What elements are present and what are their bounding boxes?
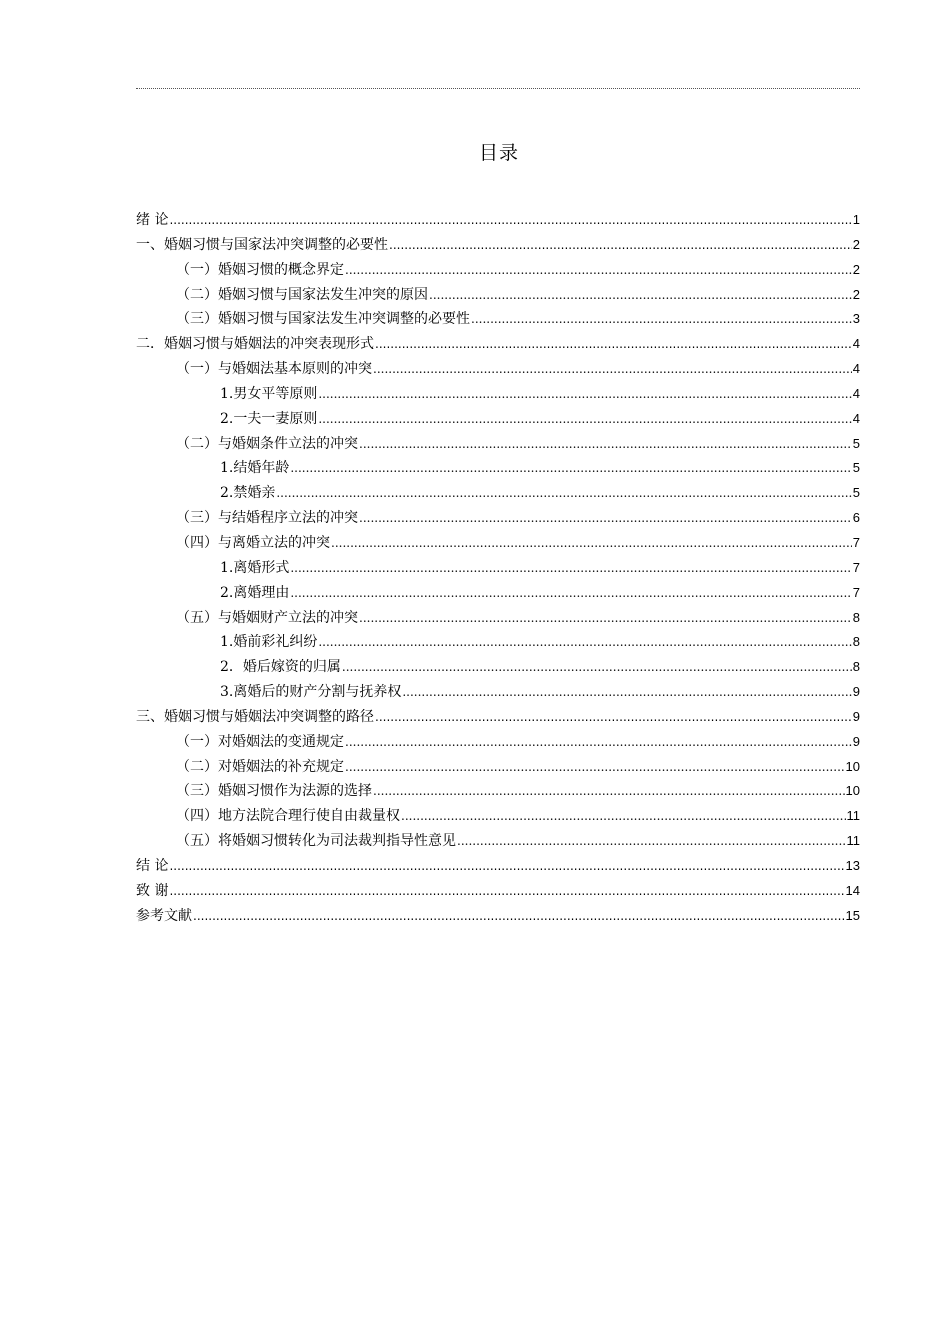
toc-dot-leader bbox=[389, 233, 852, 258]
toc-entry[interactable] bbox=[136, 581, 860, 606]
toc-entry-label: （一）对婚姻法的变通规定 bbox=[176, 733, 344, 750]
toc-entry[interactable] bbox=[136, 556, 860, 581]
toc-entry-page-number: 2 bbox=[852, 261, 860, 277]
toc-dot-leader bbox=[373, 357, 852, 382]
toc-dot-leader bbox=[193, 904, 845, 929]
toc-entry[interactable] bbox=[136, 804, 860, 829]
toc-entry-label: 2．婚后嫁资的归属 bbox=[220, 659, 341, 676]
toc-entry-label: 1.婚前彩礼纠纷 bbox=[220, 634, 318, 651]
toc-dot-leader bbox=[359, 606, 852, 631]
toc-entry[interactable] bbox=[136, 531, 860, 556]
toc-dot-leader bbox=[290, 456, 851, 481]
toc-entry-page-number: 10 bbox=[845, 758, 860, 774]
toc-entry-label: 2.一夫一妻原则 bbox=[220, 410, 318, 427]
toc-entry[interactable] bbox=[136, 332, 860, 357]
toc-entry-label: （五）将婚姻习惯转化为司法裁判指导性意见 bbox=[176, 833, 456, 850]
toc-entry[interactable] bbox=[136, 432, 860, 457]
toc-entry-page-number: 9 bbox=[852, 708, 860, 724]
toc-entry-label: 3.离婚后的财产分割与抚养权 bbox=[220, 684, 402, 701]
toc-entry[interactable] bbox=[136, 382, 860, 407]
toc-entry-page-number: 15 bbox=[845, 907, 860, 923]
toc-entry-label: 2.离婚理由 bbox=[220, 584, 290, 601]
toc-dot-leader bbox=[276, 481, 851, 506]
toc-dot-leader bbox=[375, 332, 852, 357]
toc-entry[interactable] bbox=[136, 904, 860, 929]
toc-entry-label: （三）婚姻习惯与国家法发生冲突调整的必要性 bbox=[176, 311, 470, 328]
toc-entry-label: 1.结婚年龄 bbox=[220, 460, 290, 477]
toc-entry-label: （四）地方法院合理行使自由裁量权 bbox=[176, 808, 400, 825]
toc-dot-leader bbox=[401, 804, 846, 829]
toc-entry[interactable] bbox=[136, 730, 860, 755]
toc-entry-label: 参考文献 bbox=[136, 907, 192, 924]
toc-entry-page-number: 11 bbox=[846, 808, 860, 824]
toc-entry-label: 一、婚姻习惯与国家法冲突调整的必要性 bbox=[136, 236, 388, 253]
toc-entry-label: （四）与离婚立法的冲突 bbox=[176, 534, 330, 551]
toc-dot-leader bbox=[345, 755, 845, 780]
toc-entry-label: （三）婚姻习惯作为法源的选择 bbox=[176, 783, 372, 800]
toc-dot-leader bbox=[169, 208, 851, 233]
toc-entry-label: 1.离婚形式 bbox=[220, 559, 290, 576]
toc-dot-leader bbox=[318, 407, 851, 432]
toc-dot-leader bbox=[345, 258, 852, 283]
toc-entry[interactable] bbox=[136, 456, 860, 481]
toc-entry-page-number: 13 bbox=[845, 857, 860, 873]
toc-dot-leader bbox=[359, 506, 852, 531]
toc-entry[interactable] bbox=[136, 258, 860, 283]
toc-dot-leader bbox=[345, 730, 852, 755]
toc-entry[interactable] bbox=[136, 705, 860, 730]
toc-entry-page-number: 8 bbox=[852, 659, 860, 675]
toc-entry[interactable] bbox=[136, 307, 860, 332]
toc-entry-label: 绪 论 bbox=[136, 212, 169, 228]
toc-entry-page-number: 14 bbox=[845, 882, 860, 898]
toc-entry-label: （五）与婚姻财产立法的冲突 bbox=[176, 609, 358, 626]
toc-entry-page-number: 11 bbox=[846, 833, 860, 849]
toc-entry-page-number: 4 bbox=[852, 361, 860, 377]
toc-entry[interactable] bbox=[136, 283, 860, 308]
toc-entry-label: 结 论 bbox=[136, 857, 169, 874]
toc-entry-page-number: 2 bbox=[852, 236, 860, 252]
toc-entry[interactable] bbox=[136, 357, 860, 382]
toc-entry-page-number: 4 bbox=[852, 385, 860, 401]
toc-entry-page-number: 3 bbox=[852, 311, 860, 327]
toc-entry-page-number: 8 bbox=[852, 609, 860, 625]
toc-entry-page-number: 7 bbox=[852, 534, 860, 550]
toc-entry-page-number: 9 bbox=[852, 733, 860, 749]
toc-entry[interactable] bbox=[136, 606, 860, 631]
toc-entry[interactable] bbox=[136, 680, 860, 705]
toc-entry-label: （一）与婚姻法基本原则的冲突 bbox=[176, 361, 372, 378]
toc-entry-label: 1.男女平等原则 bbox=[220, 385, 318, 402]
toc-dot-leader bbox=[290, 556, 851, 581]
toc-entry-page-number: 5 bbox=[852, 460, 860, 476]
toc-entry-label: 2.禁婚亲 bbox=[220, 485, 276, 502]
toc-entry-page-number: 4 bbox=[852, 336, 860, 352]
toc-entry-label: 三、婚姻习惯与婚姻法冲突调整的路径 bbox=[136, 708, 374, 725]
toc-title: 目录 bbox=[478, 142, 519, 164]
toc-entry[interactable] bbox=[136, 879, 860, 904]
toc-entry[interactable] bbox=[136, 829, 860, 854]
toc-entry[interactable] bbox=[136, 655, 860, 680]
toc-entry-label: （三）与结婚程序立法的冲突 bbox=[176, 510, 358, 527]
toc-dot-leader bbox=[342, 655, 852, 680]
toc-entry-label: 致 谢 bbox=[136, 882, 169, 899]
toc-dot-leader bbox=[373, 779, 845, 804]
toc-entry-page-number: 9 bbox=[852, 684, 860, 700]
toc-entry[interactable] bbox=[136, 630, 860, 655]
toc-entry[interactable] bbox=[136, 854, 860, 879]
toc-entry-label: （二）与婚姻条件立法的冲突 bbox=[176, 435, 358, 452]
toc-entry-page-number: 2 bbox=[852, 286, 860, 302]
toc-entry-label: （二）婚姻习惯与国家法发生冲突的原因 bbox=[176, 286, 428, 303]
toc-entry-page-number: 6 bbox=[852, 510, 860, 526]
toc-entry[interactable] bbox=[136, 208, 860, 233]
toc-dot-leader bbox=[318, 382, 851, 407]
toc-dot-leader bbox=[457, 829, 846, 854]
toc-entry[interactable] bbox=[136, 407, 860, 432]
toc-entry-page-number: 5 bbox=[852, 435, 860, 451]
toc-dot-leader bbox=[290, 581, 851, 606]
toc-entry-page-number: 1 bbox=[852, 212, 860, 227]
toc-entry[interactable] bbox=[136, 481, 860, 506]
toc-entry-page-number: 4 bbox=[852, 410, 860, 426]
toc-dot-leader bbox=[331, 531, 852, 556]
toc-entry-label: （二）对婚姻法的补充规定 bbox=[176, 758, 344, 775]
toc-entry-page-number: 7 bbox=[852, 559, 860, 575]
toc-entry-label: （一）婚姻习惯的概念界定 bbox=[176, 261, 344, 278]
header-rule bbox=[136, 88, 860, 89]
toc-entry-page-number: 7 bbox=[852, 584, 860, 600]
table-of-contents bbox=[136, 208, 860, 928]
toc-entry[interactable] bbox=[136, 779, 860, 804]
toc-entry[interactable] bbox=[136, 233, 860, 258]
toc-entry-label: 二．婚姻习惯与婚姻法的冲突表现形式 bbox=[136, 336, 374, 353]
toc-dot-leader bbox=[429, 283, 852, 308]
toc-dot-leader bbox=[318, 630, 851, 655]
toc-dot-leader bbox=[359, 432, 852, 457]
toc-dot-leader bbox=[471, 307, 852, 332]
toc-dot-leader bbox=[402, 680, 851, 705]
toc-entry[interactable] bbox=[136, 506, 860, 531]
toc-entry-page-number: 5 bbox=[852, 485, 860, 501]
toc-entry[interactable] bbox=[136, 755, 860, 780]
toc-dot-leader bbox=[169, 879, 844, 904]
toc-entry-page-number: 8 bbox=[852, 634, 860, 650]
toc-dot-leader bbox=[169, 854, 844, 879]
toc-entry-page-number: 10 bbox=[845, 783, 860, 799]
toc-dot-leader bbox=[375, 705, 852, 730]
